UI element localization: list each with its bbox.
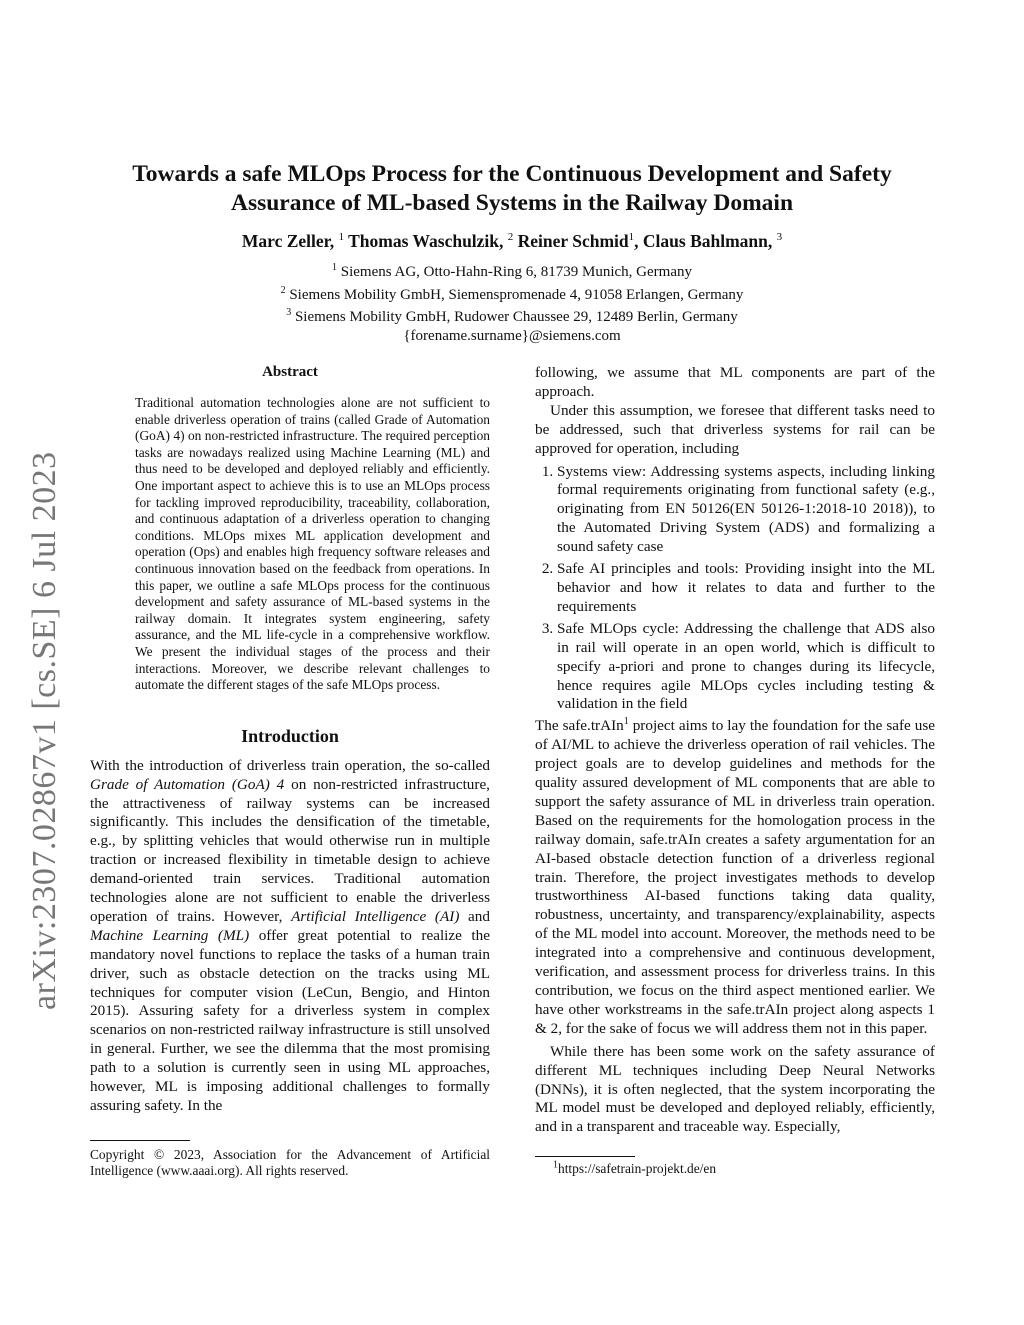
italic-term: Machine Learning (ML) <box>90 926 250 944</box>
author-name: Thomas Waschulzik, <box>344 231 508 251</box>
paragraph: Under this assumption, we foresee that different tasks need to be addressed, such that driverless systems for rail can be approved for operation, including <box>535 401 935 457</box>
affiliation-line <box>60 282 964 305</box>
affiliation-text: Siemens Mobility GmbH, Rudower Chaussee 29, 12489 Berlin, Germany <box>291 309 738 325</box>
abstract-text: Traditional automation technologies alone are not sufficient to enable driverless operation of trains (called Grade of Automation (GoA) 4) on non-restricted infrastructure. The required perception tasks are nowadays realized using Machine Learning (ML) and thus need to be developed and deployed reliably and efficiently. One important aspect to achieve this is to use an MLOps process for tackling improved reproducibility, traceability, collaboration, and continuous adaptation of a driverless operation to changing conditions. MLOps mixes ML application development and operation (Ops) and enables high frequency software releases and continuous innovation based on the feedback from operations. In this paper, we outline a safe MLOps process for the continuous development and safety assurance of ML-based systems in the railway domain. It integrates system engineering, safety assurance, and the ML life-cycle in a comprehensive workflow. We present the individual stages of the process and their interactions. Moreover, we describe relevant challenges to automate the different stages of the safe MLOps process. <box>135 395 490 693</box>
footnote-mark: 1 <box>553 1159 558 1171</box>
paper-title <box>60 160 964 218</box>
paragraph: following, we assume that ML components are part of the approach. <box>535 364 935 400</box>
introduction-heading: Introduction <box>241 725 339 746</box>
footnote-url: https://safetrain-projekt.de/en <box>558 1161 717 1176</box>
italic-term: Grade of Automation (GoA) 4 <box>90 775 285 793</box>
affiliation-mark: 1 <box>628 231 635 244</box>
paragraph <box>535 717 935 1038</box>
text-run: The safe.trAIn <box>535 717 624 735</box>
title-line-1: Towards a safe MLOps Process for the Continuous Development and Safety <box>132 161 892 187</box>
affiliation-text: Siemens Mobility GmbH, Siemenspromenade 4, 91058 Erlangen, Germany <box>285 286 744 303</box>
affiliation-mark: 2 <box>507 231 514 244</box>
affiliation-line <box>60 259 964 282</box>
affiliation-line <box>60 304 964 327</box>
footnote-divider <box>535 1156 635 1157</box>
affiliation-text: Siemens AG, Otto-Hahn-Ring 6, 81739 Munich, Germany <box>337 264 692 280</box>
footnote-mark: 1 <box>623 716 629 728</box>
list-item: 2. Safe AI principles and tools: Providing insight into the ML behavior and how it relates to data and further to the requirements <box>557 560 935 617</box>
left-column <box>90 364 490 1116</box>
text-run: project aims to lay the foundation for the safe use of AI/ML to achieve the driverless operation of rail vehicles. The project goals are to develop guidelines and methods for the quality assured development of ML components that are able to support the safety assurance of ML in driverless train operation. Based on the requirements for the homologation process in the railway domain, safe.trAIn creates a safety argumentation for an AI-based obstacle detection function of a driverless regional train. Therefore, the project investigates methods to develop trustworthiness AI-based functions taking data quality, robustness, uncertainty, and transparency/explainability, aspects of the ML model into account. Moreover, the methods need to be integrated into a comprehensive and continuous development, verification, and assessment process for driverless trains. In this contribution, we focus on the third aspect mentioned earlier. We have other workstreams in the safe.trAIn project along aspects 1 & 2, for the sake of focus we will address them not in this paper. <box>535 717 935 1037</box>
title-line-2: Assurance of ML-based Systems in the Railway Domain <box>230 190 794 216</box>
affiliation-mark: 3 <box>776 231 783 244</box>
url-footnote <box>535 1156 935 1177</box>
author-email: {forename.surname}@siemens.com <box>403 327 621 344</box>
footnote-divider <box>90 1140 190 1141</box>
footnote-text <box>535 1161 935 1177</box>
right-column <box>535 364 935 1137</box>
author-name: Reiner Schmid <box>513 231 629 251</box>
copyright-footnote <box>90 1140 490 1179</box>
author-name: Marc Zeller, <box>241 231 339 251</box>
text-run: offer great potential to realize the mandatory novel functions to replace the tasks of a human train driver, such as obstacle detection on the tracks using ML techniques for computer vision (LeCun, Bengio, and Hinton 2015). Assuring safety for a driverless system in complex scenarios on non-restricted railway infrastructure is still unsolved in general. Further, we see the dilemma that the most promising path to a solution is currently seen in using ML approaches, however, ML is imposing additional challenges to formally assuring safety. In the <box>90 926 490 1114</box>
copyright-text: Copyright © 2023, Association for the Advancement of Artificial Intelligence (www.aaai.org). All rights reserved. <box>90 1147 490 1178</box>
text-run: and <box>459 907 490 925</box>
paragraph: While there has been some work on the safety assurance of different ML techniques including Deep Neural Networks (DNNs), it is often neglected, that the system incorporating the ML model must be developed and deployed reliably, efficiently, and in a transparent and traceable way. Especially, <box>535 1042 935 1136</box>
affiliation-mark: 2 <box>280 284 286 296</box>
author-list <box>60 231 964 252</box>
text-run: on non-restricted infrastructure, the attractiveness of railway systems can be increased significantly. This includes the densification of the timetable, e.g., by splitting vehicles that would otherwise run in multiple traction or increased flexibility in timetable design to achieve demand-oriented train services. Traditional automation technologies alone are not sufficient to enable the driverless operation of trains. However, <box>90 775 490 925</box>
italic-term: Artificial Intelligence (AI) <box>291 907 460 925</box>
text-run: With the introduction of driverless train operation, the so-called <box>90 756 490 774</box>
author-name: , Claus Bahlmann, <box>634 231 777 251</box>
abstract-heading: Abstract <box>262 364 318 380</box>
list-item: 3. Safe MLOps cycle: Addressing the challenge that ADS also in rail will operate in an open world, which is difficult to specify a-priori and prone to changes during its lifecycle, hence requires agile MLOps cycles including testing & validation in the field <box>557 620 935 715</box>
affiliations <box>60 259 964 345</box>
affiliation-mark: 3 <box>286 307 292 318</box>
introduction-paragraph <box>90 757 490 1116</box>
task-list <box>535 463 935 715</box>
affiliation-mark: 1 <box>332 262 338 273</box>
list-item: 1. Systems view: Addressing systems aspects, including linking formal requirements originating from functional safety (e.g., originating from EN 50126(EN 50126-1:2018-10 2018)), to the Automated Driving System (ADS) and formalizing a sound safety case <box>557 463 935 558</box>
affiliation-mark: 1 <box>338 231 345 244</box>
arxiv-identifier: arXiv:2307.02867v1 [cs.SE] 6 Jul 2023 <box>26 451 63 1010</box>
